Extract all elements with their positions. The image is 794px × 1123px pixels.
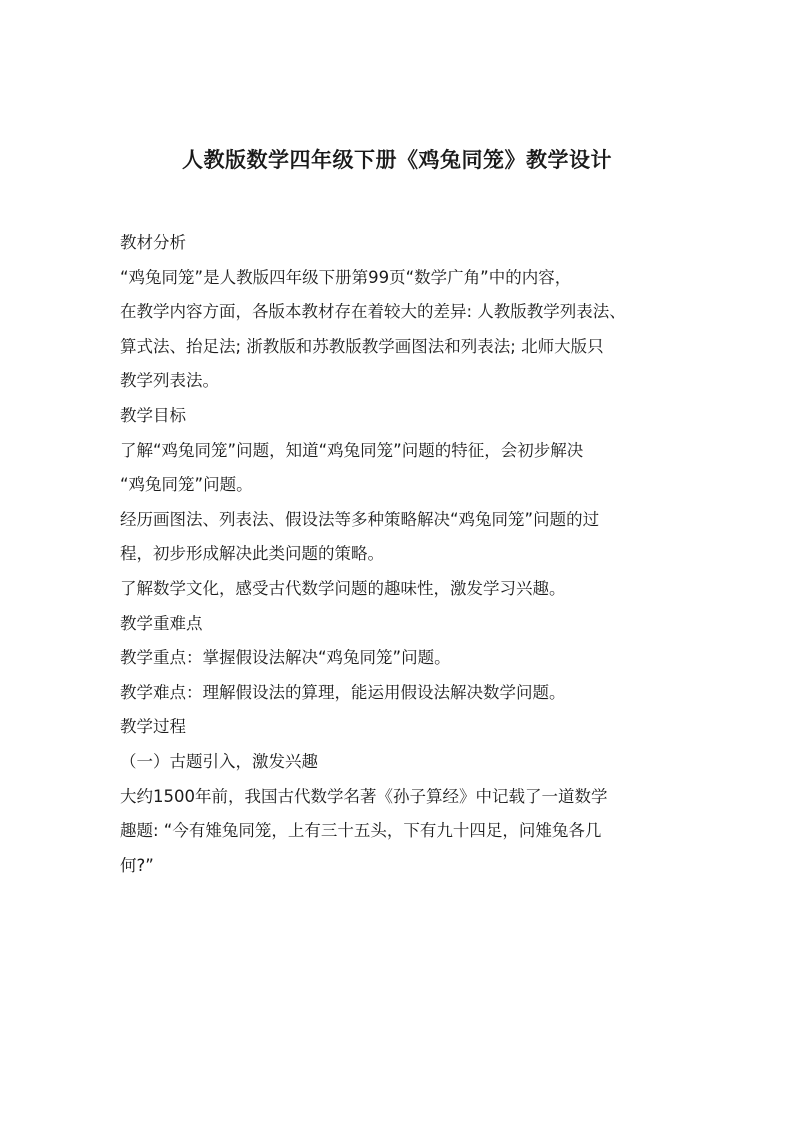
paragraph-line: 算式法、抬足法; 浙教版和苏教版教学画图法和列表法; 北师大版只 [120, 336, 604, 356]
document-title: 人教版数学四年级下册《鸡兔同笼》教学设计 [182, 147, 612, 172]
paragraph-line: 程，初步形成解决此类问题的策略。 [120, 544, 384, 564]
paragraph-line: 趣题: “今有雉兔同笼，上有三十五头，下有九十四足，问雉兔各几 [120, 821, 602, 841]
paragraph-line: 何?” [120, 855, 154, 875]
paragraph-line: “鸡兔同笼”问题。 [120, 475, 253, 495]
paragraph-line: 经历画图法、列表法、假设法等多种策略解决“鸡兔同笼”问题的过 [120, 509, 600, 529]
paragraph-line: 教学列表法。 [120, 371, 219, 391]
section-heading-teaching-goals: 教学目标 [120, 405, 186, 425]
paragraph-line: 了解“鸡兔同笼”问题，知道“鸡兔同笼”问题的特征，会初步解决 [120, 440, 584, 460]
paragraph-line: “鸡兔同笼”是人教版四年级下册第99页“数学广角”中的内容， [120, 267, 572, 287]
section-heading-textbook-analysis: 教材分析 [120, 233, 186, 252]
paragraph-line: 教学难点：理解假设法的算理，能运用假设法解决数学问题。 [120, 682, 566, 702]
paragraph-line: 教学重点：掌握假设法解决“鸡兔同笼”问题。 [120, 648, 451, 668]
paragraph-line: 大约1500年前，我国古代数学名著《孙子算经》中记载了一道数学 [120, 786, 608, 806]
document-body [120, 226, 680, 883]
section-heading-teaching-process: 教学过程 [120, 717, 186, 737]
paragraph-line: 在教学内容方面，各版本教材存在着较大的差异: 人教版教学列表法、 [120, 302, 626, 322]
paragraph-line: 了解数学文化，感受古代数学问题的趣味性，激发学习兴趣。 [120, 578, 566, 598]
subsection-heading: （一）古题引入，激发兴趣 [120, 751, 318, 771]
section-heading-key-difficulties: 教学重难点 [120, 613, 203, 633]
